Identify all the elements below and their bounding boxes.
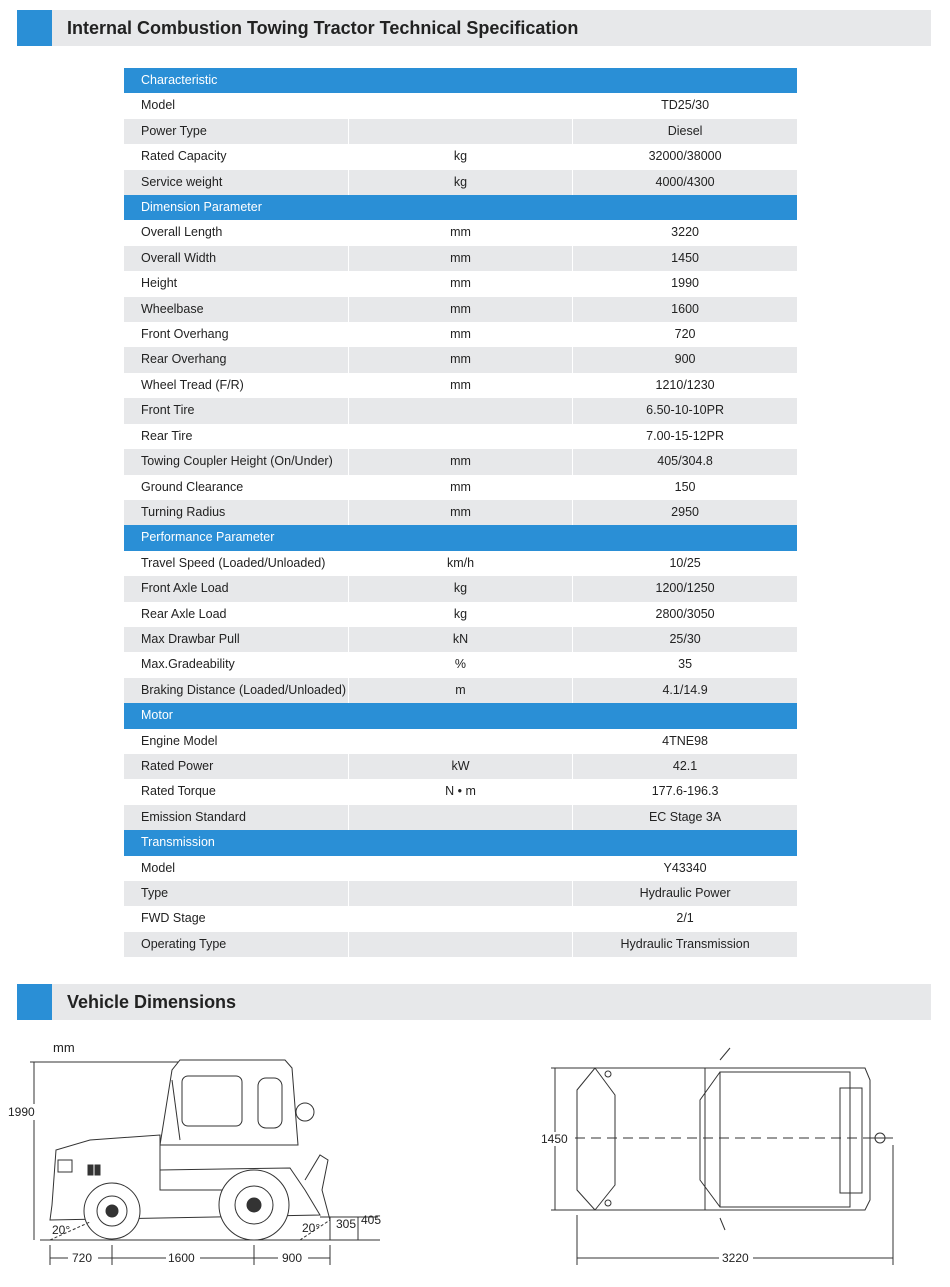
spec-value: 2950	[573, 500, 797, 525]
top-view-drawing	[535, 1040, 915, 1287]
spec-value: 2800/3050	[573, 602, 797, 627]
section-header-row	[124, 703, 797, 728]
spec-name: Power Type	[124, 119, 348, 144]
section-title: Characteristic	[124, 68, 797, 93]
spec-value: 150	[573, 475, 797, 500]
spec-unit: km/h	[348, 551, 572, 576]
spec-name: Type	[124, 881, 348, 906]
table-row	[124, 322, 797, 347]
spec-value: 42.1	[573, 754, 797, 779]
spec-name: Engine Model	[141, 733, 218, 748]
spec-name: Wheel Tread (F/R)	[141, 377, 244, 392]
side-view-drawing	[0, 1040, 400, 1287]
section-header-row	[124, 525, 797, 550]
spec-name: Rear Axle Load	[141, 606, 227, 621]
spec-unit: %	[348, 652, 572, 677]
spec-name: Wheelbase	[124, 297, 348, 322]
spec-value: 1450	[573, 246, 797, 271]
spec-unit: m	[348, 678, 572, 703]
spec-unit: kW	[348, 754, 572, 779]
table-row	[124, 779, 797, 804]
table-row	[124, 602, 797, 627]
coupler-on-label: 405	[361, 1213, 382, 1227]
table-row	[124, 449, 797, 474]
spec-value: 4.1/14.9	[573, 678, 797, 703]
spec-name: Travel Speed (Loaded/Unloaded)	[141, 555, 326, 570]
spec-unit	[348, 729, 572, 754]
spec-value: 1200/1250	[573, 576, 797, 601]
table-row	[124, 398, 797, 423]
spec-name: Rated Torque	[141, 784, 216, 799]
spec-value: 720	[573, 322, 797, 347]
spec-section-header	[17, 10, 931, 46]
spec-value: 7.00-15-12PR	[573, 424, 797, 449]
spec-name: Emission Standard	[124, 805, 348, 830]
spec-value: 177.6-196.3	[573, 779, 797, 804]
spec-value: Hydraulic Transmission	[573, 932, 797, 957]
table-row	[124, 678, 797, 703]
section-header-row	[124, 830, 797, 855]
spec-value: 32000/38000	[573, 144, 797, 169]
spec-name: Front Overhang	[141, 327, 229, 342]
section-title: Transmission	[124, 830, 797, 855]
spec-unit: kN	[348, 627, 572, 652]
spec-unit: mm	[348, 449, 572, 474]
spec-table	[124, 68, 797, 957]
table-row	[124, 297, 797, 322]
angle-rear-label: 20°	[302, 1221, 321, 1235]
table-row	[124, 475, 797, 500]
table-row	[124, 373, 797, 398]
spec-value: Diesel	[573, 119, 797, 144]
angle-front-label: 20°	[52, 1223, 71, 1237]
section-title: Performance Parameter	[124, 525, 797, 550]
table-row	[124, 424, 797, 449]
section-title: Dimension Parameter	[124, 195, 797, 220]
spec-name: Front Axle Load	[124, 576, 348, 601]
spec-name: Height	[141, 276, 178, 291]
width-dim-label: 1450	[541, 1132, 568, 1146]
dimensions-section-header	[17, 984, 931, 1020]
spec-value: 900	[573, 347, 797, 372]
rear-overhang-label: 900	[282, 1251, 303, 1265]
spec-value: 3220	[573, 220, 797, 245]
length-dim-label: 3220	[722, 1251, 749, 1265]
spec-name: Rated Power	[124, 754, 348, 779]
spec-unit	[348, 856, 572, 881]
spec-name: Overall Width	[124, 246, 348, 271]
spec-unit: mm	[348, 347, 572, 372]
spec-name: Front Tire	[124, 398, 348, 423]
spec-name: Model	[141, 98, 176, 113]
spec-value: 2/1	[573, 906, 797, 931]
section-header-row	[124, 68, 797, 93]
spec-unit: kg	[348, 576, 572, 601]
spec-value: TD25/30	[573, 93, 797, 118]
table-row	[124, 246, 797, 271]
spec-unit: kg	[348, 602, 572, 627]
spec-name: Overall Length	[141, 225, 223, 240]
spec-name: Rear Overhang	[124, 347, 348, 372]
spec-name: Operating Type	[124, 932, 348, 957]
table-row	[124, 932, 797, 957]
coupler-under-label: 305	[336, 1217, 357, 1231]
spec-unit	[348, 881, 572, 906]
spec-name: Ground Clearance	[141, 479, 244, 494]
height-dim-label: 1990	[8, 1105, 35, 1119]
spec-name: Braking Distance (Loaded/Unloaded)	[124, 678, 348, 703]
spec-name: Rated Capacity	[141, 149, 227, 164]
spec-unit: mm	[348, 322, 572, 347]
table-row	[124, 93, 797, 118]
table-row	[124, 551, 797, 576]
table-row	[124, 906, 797, 931]
spec-value: 10/25	[573, 551, 797, 576]
spec-name: Service weight	[124, 170, 348, 195]
page-title: Internal Combustion Towing Tractor Technical Specification	[67, 18, 579, 38]
spec-name: Turning Radius	[124, 500, 348, 525]
spec-unit: mm	[348, 246, 572, 271]
spec-unit	[348, 906, 572, 931]
spec-unit	[348, 805, 572, 830]
spec-unit	[348, 93, 572, 118]
spec-unit	[348, 119, 572, 144]
spec-value: 405/304.8	[573, 449, 797, 474]
dimensions-title: Vehicle Dimensions	[67, 992, 237, 1012]
spec-value: 4000/4300	[573, 170, 797, 195]
spec-name: FWD Stage	[141, 911, 206, 926]
spec-value: Hydraulic Power	[573, 881, 797, 906]
table-row	[124, 576, 797, 601]
spec-value: EC Stage 3A	[573, 805, 797, 830]
table-row	[124, 652, 797, 677]
spec-unit: mm	[348, 373, 572, 398]
section-title: Motor	[124, 703, 797, 728]
spec-unit: mm	[348, 500, 572, 525]
header-accent-block	[17, 984, 52, 1020]
spec-unit: mm	[348, 475, 572, 500]
table-row	[124, 754, 797, 779]
spec-name: Rear Tire	[141, 428, 193, 443]
spec-unit: N • m	[348, 779, 572, 804]
spec-value: 1990	[573, 271, 797, 296]
table-row	[124, 856, 797, 881]
table-row	[124, 170, 797, 195]
table-row	[124, 347, 797, 372]
table-row	[124, 500, 797, 525]
spec-value: 6.50-10-10PR	[573, 398, 797, 423]
spec-value: 1210/1230	[573, 373, 797, 398]
unit-label: mm	[53, 1040, 75, 1055]
table-row	[124, 144, 797, 169]
spec-unit: mm	[348, 220, 572, 245]
spec-unit	[348, 932, 572, 957]
table-row	[124, 729, 797, 754]
table-row	[124, 271, 797, 296]
section-header-row	[124, 195, 797, 220]
table-row	[124, 627, 797, 652]
table-row	[124, 881, 797, 906]
spec-name: Max.Gradeability	[141, 657, 235, 672]
spec-unit	[348, 424, 572, 449]
front-overhang-label: 720	[72, 1251, 93, 1265]
header-accent-block	[17, 10, 52, 46]
spec-value: 4TNE98	[573, 729, 797, 754]
spec-value: Y43340	[573, 856, 797, 881]
wheelbase-label: 1600	[168, 1251, 195, 1265]
spec-name: Max Drawbar Pull	[124, 627, 348, 652]
spec-unit: kg	[348, 170, 572, 195]
spec-unit	[348, 398, 572, 423]
spec-name: Towing Coupler Height (On/Under)	[124, 449, 348, 474]
spec-unit: mm	[348, 297, 572, 322]
spec-unit: mm	[348, 271, 572, 296]
spec-value: 35	[573, 652, 797, 677]
table-row	[124, 119, 797, 144]
table-row	[124, 220, 797, 245]
spec-value: 1600	[573, 297, 797, 322]
table-row	[124, 805, 797, 830]
spec-unit: kg	[348, 144, 572, 169]
spec-value: 25/30	[573, 627, 797, 652]
spec-name: Model	[141, 860, 176, 875]
